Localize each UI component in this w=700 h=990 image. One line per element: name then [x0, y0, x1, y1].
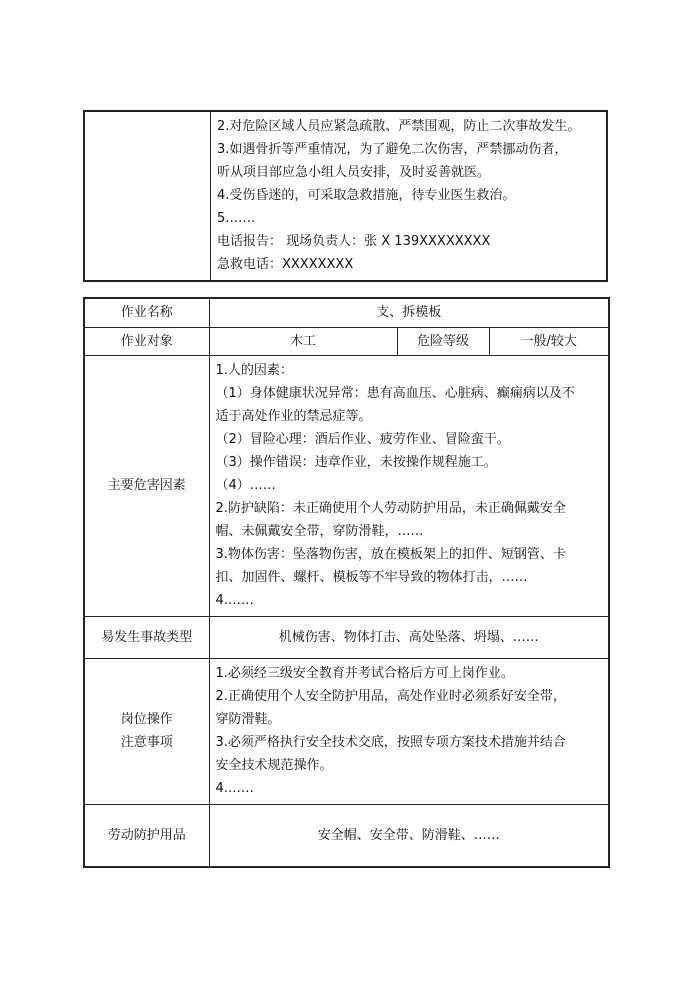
note-line: 2.正确使用个人安全防护用品，高处作业时必须系好安全带， — [215, 688, 566, 704]
ppe-value: 安全帽、安全带、防滑鞋、…… — [209, 804, 609, 867]
continued-row — [84, 111, 607, 281]
continued-line: 3.如遇骨折等严重情况，为了避免二次伤害，严禁挪动伤者， — [217, 142, 568, 157]
notes-content — [209, 658, 609, 804]
notes-label-line: 注意事项 — [120, 735, 173, 750]
continued-emergency-table — [83, 110, 608, 282]
hazard-line: （3）操作错误：违章作业，未按操作规程施工。 — [215, 454, 497, 470]
ppe-label: 劳动防护用品 — [84, 804, 209, 867]
risk-level-value: 一般/较大 — [489, 327, 609, 355]
phone-report-line: 电话报告： 现场负责人：张 X 139XXXXXXXX — [217, 234, 491, 249]
accident-type-row — [84, 616, 609, 658]
hazard-line: 适于高处作业的禁忌症等。 — [215, 408, 372, 424]
note-line: 穿防滑鞋。 — [215, 711, 281, 727]
notes-label — [84, 658, 209, 804]
hazards-row — [84, 355, 609, 616]
continued-line: 听从项目部应急小组人员安排，及时妥善就医。 — [217, 165, 491, 180]
notes-row — [84, 658, 609, 804]
hazard-line: 1.人的因素： — [215, 362, 293, 378]
work-object-value: 木工 — [209, 327, 397, 355]
ppe-row — [84, 804, 609, 867]
continued-empty-label-cell — [84, 111, 211, 281]
hazard-line: 2.防护缺陷：未正确使用个人劳动防护用品，未正确佩戴安全 — [215, 500, 566, 516]
safety-card-table — [83, 297, 610, 868]
hazards-label: 主要危害因素 — [84, 355, 209, 616]
hazard-line: 3.物体伤害：坠落物伤害，放在模板架上的扣件、短钢管、卡 — [215, 546, 566, 562]
hazards-content — [209, 355, 609, 616]
emergency-phone-line: 急救电话：XXXXXXXX — [217, 257, 354, 272]
hazard-line: （1）身体健康状况异常：患有高血压、心脏病、癫痫病以及不 — [215, 385, 575, 401]
accident-type-label: 易发生事故类型 — [84, 616, 209, 658]
work-name-value: 支、拆模板 — [209, 298, 609, 327]
notes-label-line: 岗位操作 — [120, 712, 173, 727]
note-line: 4.…… — [215, 780, 254, 796]
hazard-line: （4）…… — [215, 477, 276, 493]
work-object-label: 作业对象 — [84, 327, 209, 355]
hazard-line: （2）冒险心理：酒后作业、疲劳作业、冒险蛮干。 — [215, 431, 510, 447]
continued-line: 2.对危险区域人员应紧急疏散、严禁围观，防止二次事故发生。 — [217, 119, 581, 134]
note-line: 1.必须经三级安全教育并考试合格后方可上岗作业。 — [215, 665, 514, 681]
continued-line: 4.受伤昏迷的，可采取急救措施，待专业医生救治。 — [217, 188, 516, 203]
note-line: 安全技术规范操作。 — [215, 757, 333, 773]
note-line: 3.必须严格执行安全技术交底，按照专项方案技术措施并结合 — [215, 734, 566, 750]
continued-line: 5.…… — [217, 211, 256, 226]
risk-level-label: 危险等级 — [397, 327, 489, 355]
work-name-row — [84, 298, 609, 327]
accident-type-value: 机械伤害、物体打击、高处坠落、坍塌、…… — [209, 616, 609, 658]
work-name-label: 作业名称 — [84, 298, 209, 327]
continued-content-cell — [211, 111, 608, 281]
work-object-row — [84, 327, 609, 355]
hazard-line: 4.…… — [215, 592, 254, 608]
hazard-line: 扣、加固件、螺杆、模板等不牢导致的物体打击，…… — [215, 569, 528, 585]
hazard-line: 帽、未佩戴安全带，穿防滑鞋，…… — [215, 523, 424, 539]
